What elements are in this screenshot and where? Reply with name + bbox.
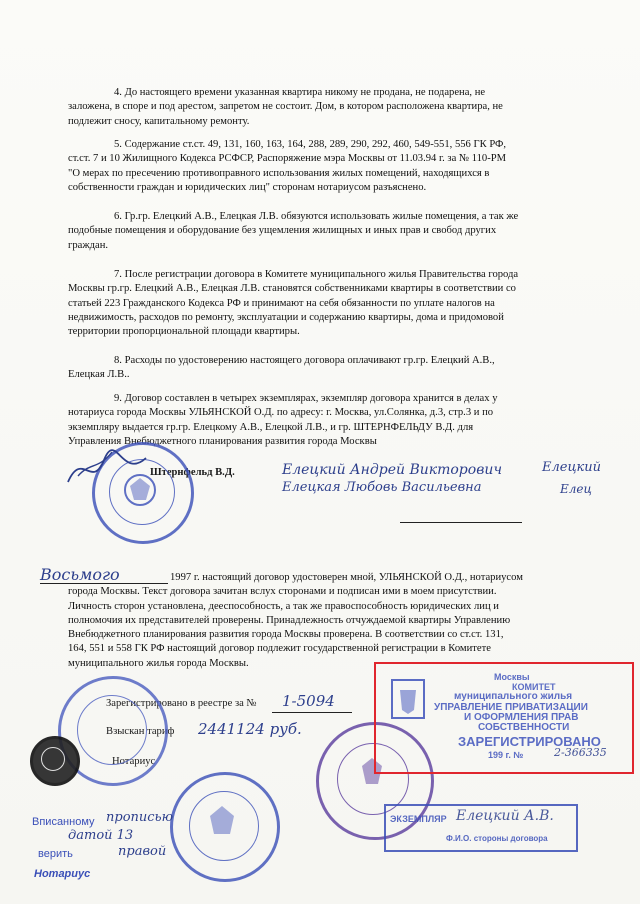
eagle-emblem-icon: [170, 772, 274, 876]
registry-number: 1-5094: [282, 692, 335, 710]
tariff-label: Взыскан тариф: [106, 726, 175, 737]
certification-line: полномочия их представителей проверены. Принадлежность отчуждаемой квартиры Управлению: [68, 614, 511, 626]
reg-line-3: муниципального жилья: [454, 691, 573, 702]
paragraph-7-line: территории пропорциональной площади квартиры.: [68, 326, 300, 338]
paragraph-4: [68, 86, 576, 129]
paragraph-5: [68, 138, 576, 195]
paragraph-9-line: Управления Внебюджетного планирования развития города Москвы: [68, 435, 377, 447]
registry-label: Зарегистрировано в реестре за №: [106, 698, 257, 709]
paragraph-7: [68, 268, 576, 339]
handwritten-mark-2: Елец: [560, 482, 592, 496]
reg-line-4: УПРАВЛЕНИЕ ПРИВАТИЗАЦИИ: [434, 702, 588, 713]
certification-line: Внебюджетного планирования развития города Москвы проверена. В соответствии со ст.ст. 131,: [68, 629, 504, 641]
reg-line-2: КОМИТЕТ: [512, 682, 556, 692]
inscribed-hand-1: прописью: [106, 810, 174, 825]
copy-stamp: [384, 804, 578, 852]
copy-label: ЭКЗЕМПЛЯР: [390, 814, 447, 824]
tariff-value: 2441124 руб.: [198, 720, 302, 738]
paragraph-9-line: экземпляру выдается гр.гр. Елецкому А.В., Елецкой Л.В., и гр. ШТЕРНФЕЛЬДУ В.Д. для: [68, 421, 474, 433]
paragraph-4-line: подлежит сносу, капитальному ремонту.: [68, 115, 250, 127]
inscribed-hand-3: правой: [118, 844, 167, 859]
reg-line-7: ЗАРЕГИСТРИРОВАНО: [458, 734, 601, 749]
paragraph-7-line: 7. После регистрации договора в Комитете муниципального жилья Правительства города: [114, 269, 519, 280]
paragraph-5-line: "О мерах по пресечению противоправного использования жилых помещений, находящихся в: [68, 167, 490, 179]
handwritten-signature-2: Елецкая Любовь Васильевна: [282, 480, 482, 495]
verify-label: верить: [38, 848, 73, 860]
paragraph-6-line: подобные помещения и оборудование без ущемления жилищных и иных прав и свобод других: [68, 225, 497, 237]
handwritten-signature-1: Елецкий Андрей Викторович: [282, 462, 503, 478]
reg-line-1: Москвы: [494, 672, 530, 682]
registry-line: [272, 712, 352, 713]
paragraph-6-line: граждан.: [68, 239, 109, 251]
copy-hand: Елецкий А.В.: [456, 808, 554, 824]
inscribed-hand-2: датой 13: [68, 828, 134, 843]
reg-line-8: 199 г. №: [488, 750, 524, 760]
reg-line-5: И ОФОРМЛЕНИЯ ПРАВ: [464, 712, 579, 723]
certification-line: 164, 551 и 558 ГК РФ настоящий договор подлежит государственной регистрации в Комитете: [68, 643, 491, 655]
highlight-frame: [374, 662, 634, 774]
signature-line: [400, 522, 522, 523]
copy-caption: Ф.И.О. стороны договора: [446, 834, 548, 843]
notary-ulyanskaya-stamp: [170, 772, 280, 882]
paragraph-8: [68, 354, 576, 383]
paragraph-5-line: ст.ст. 7 и 10 Жилищного Кодекса РСФСР, Распоряжение мэра Москвы от 11.03.94 г. за № 110-РМ: [68, 153, 507, 165]
printed-name-shternfeld: Штернфельд В.Д.: [150, 467, 235, 478]
reg-line-6: СОБСТВЕННОСТИ: [478, 722, 570, 733]
certification-text: [68, 571, 576, 671]
paragraph-8-line: Елецкая Л.В..: [68, 369, 130, 381]
paragraph-7-line: статьей 223 Гражданского Кодекса РФ и принимают на себя обязанности по уплате налогов на: [68, 297, 495, 309]
paragraph-8-line: 8. Расходы по удостоверению настоящего договора оплачивают гр.гр. Елецкий А.В.,: [114, 355, 495, 366]
handwritten-mark-1: Елецкий: [542, 460, 602, 475]
signature-scribble-icon: [62, 440, 152, 500]
paragraph-9-line: 9. Договор составлен в четырех экземплярах, экземпляр договора хранится в делах у: [114, 393, 498, 404]
paragraph-4-line: заложена, в споре и под арестом, запретом не состоит. Дом, в котором расположена квартира, не: [68, 101, 503, 113]
reg-hand-number: 2-366335: [554, 746, 607, 759]
certification-line: Личность сторон установлена, дееспособность, а так же правоспособность юридических лиц и: [68, 600, 499, 612]
paragraph-9-line: нотариуса города Москвы УЛЬЯНСКОЙ О.Д. по адресу: г. Москва, ул.Солянка, д.3, стр.3 и по: [68, 407, 494, 419]
paragraph-7-line: недвижимость, расходов по ремонту, эксплуатации и содержанию квартиры, дома и придомовой: [68, 311, 504, 323]
paragraph-6: [68, 210, 576, 253]
inscribed-label: Вписанному: [32, 816, 95, 828]
paragraph-4-line: 4. До настоящего времени указанная квартира никому не продана, не подарена, не: [114, 87, 486, 98]
certification-line: города Москвы. Текст договора зачитан вслух сторонами и подписан ими в моем присутствии.: [68, 586, 497, 598]
handwritten-date: Восьмого: [40, 565, 120, 584]
paragraph-7-line: Москвы гр.гр. Елецкий А.В., Елецкая Л.В. становятся собственниками квартиры в соответствии со: [68, 283, 516, 295]
paragraph-6-line: 6. Гр.гр. Елецкий А.В., Елецкая Л.В. обязуются использовать жилые помещения, а так же: [114, 211, 519, 222]
rosette-seal: [30, 736, 80, 786]
paragraph-5-line: собственности граждан и юридических лиц" сторонам нотариусом разъяснено.: [68, 181, 427, 193]
certification-line: 1997 г. настоящий договор удостоверен мной, УЛЬЯНСКОЙ О.Д., нотариусом: [170, 572, 523, 583]
certification-line: муниципального жилья города Москвы.: [68, 657, 249, 669]
notary-label-bottom: Нотариус: [34, 868, 91, 880]
paragraph-5-line: 5. Содержание ст.ст. 49, 131, 160, 163, 164, 288, 289, 290, 292, 460, 549-551, 556 ГК РФ,: [114, 139, 507, 150]
notary-label: Нотариус: [112, 756, 156, 767]
